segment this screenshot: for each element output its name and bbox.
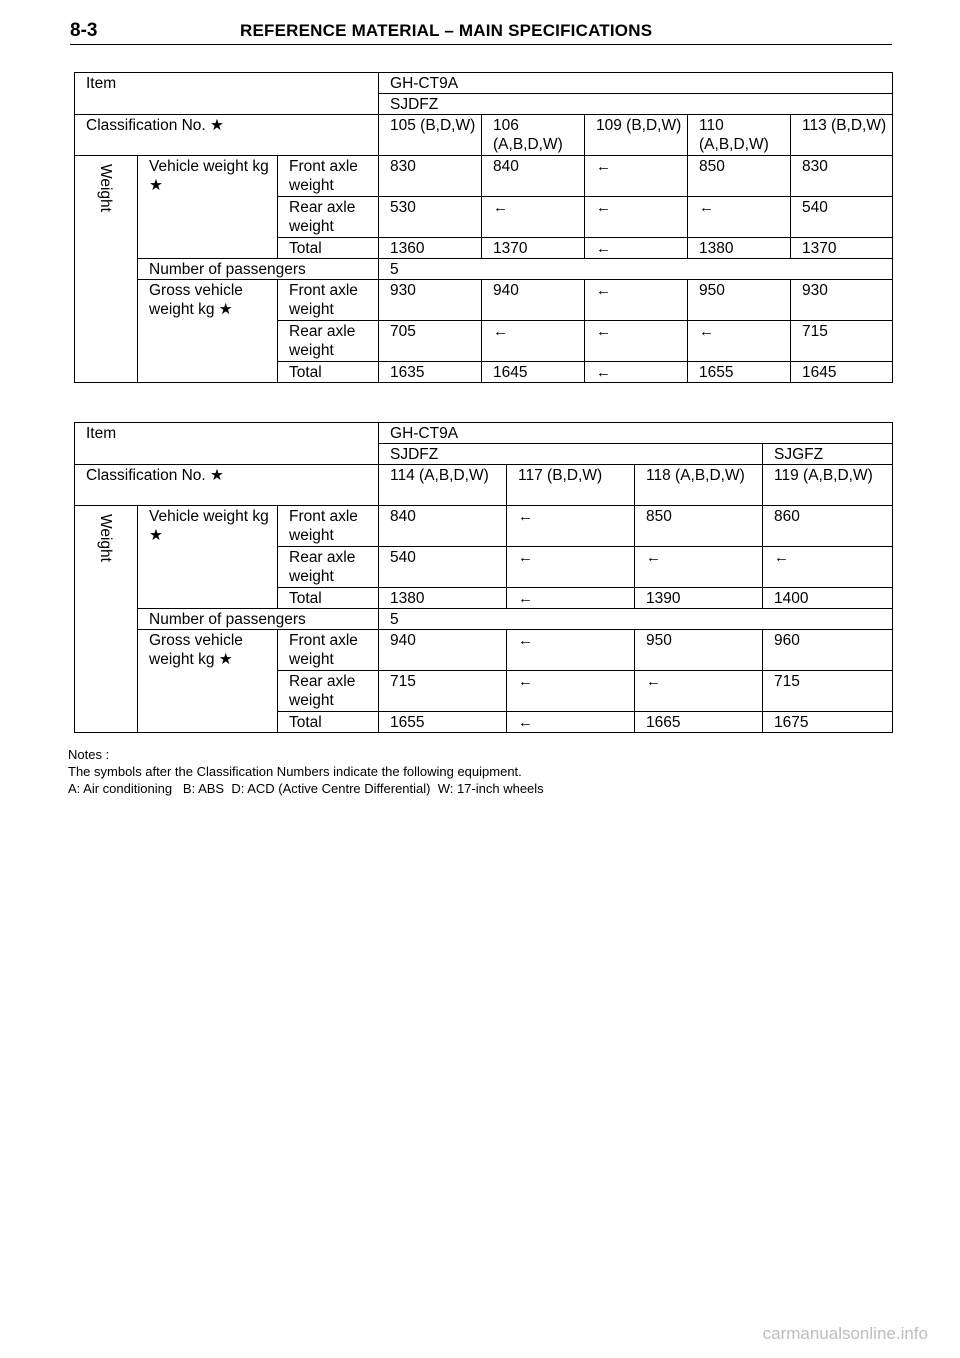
front-axle-label: Front axle weight [278, 156, 379, 197]
table-row [75, 280, 893, 321]
notes-legend: A: Air conditioning B: ABS D: ACD (Active Centre Differential) W: 17-inch wheels [68, 781, 544, 796]
item-label: Item [75, 73, 379, 115]
value-cell: 530 [379, 197, 482, 238]
item-label: Item [75, 423, 379, 465]
gross-weight-label: Gross vehicle weight kg ★ [138, 630, 278, 733]
front-axle-label: Front axle weight [278, 630, 379, 671]
classification-cell: 109 (B,D,W) [585, 115, 688, 156]
same-as-left-arrow: ← [688, 197, 791, 238]
value-cell: 850 [635, 506, 763, 547]
rear-axle-label: Rear axle weight [278, 197, 379, 238]
weight-group-cell [75, 506, 138, 733]
spec-table-1 [74, 72, 893, 383]
value-cell: 1390 [635, 588, 763, 609]
rear-axle-label: Rear axle weight [278, 547, 379, 588]
model-code: GH-CT9A [379, 423, 893, 444]
same-as-left-arrow: ← [507, 630, 635, 671]
grade-code: SJDFZ [379, 444, 763, 465]
spec-table-2 [74, 422, 893, 733]
passengers-label: Number of passengers [138, 609, 379, 630]
same-as-left-arrow: ← [763, 547, 893, 588]
value-cell: 940 [379, 630, 507, 671]
same-as-left-arrow: ← [507, 506, 635, 547]
classification-label: Classification No. ★ [75, 465, 379, 506]
weight-label: Weight [97, 164, 114, 212]
same-as-left-arrow: ← [482, 321, 585, 362]
value-cell: 1380 [688, 238, 791, 259]
same-as-left-arrow: ← [507, 547, 635, 588]
total-label: Total [278, 588, 379, 609]
classification-cell: 114 (A,B,D,W) [379, 465, 507, 506]
same-as-left-arrow: ← [507, 712, 635, 733]
classification-cell: 113 (B,D,W) [791, 115, 893, 156]
value-cell: 1655 [688, 362, 791, 383]
page-title: REFERENCE MATERIAL – MAIN SPECIFICATIONS [240, 21, 653, 40]
value-cell: 950 [635, 630, 763, 671]
table-row [75, 465, 893, 506]
table-row [75, 115, 893, 156]
value-cell: 1635 [379, 362, 482, 383]
gross-weight-label: Gross vehicle weight kg ★ [138, 280, 278, 383]
value-cell: 715 [763, 671, 893, 712]
same-as-left-arrow: ← [507, 588, 635, 609]
classification-cell: 106 (A,B,D,W) [482, 115, 585, 156]
value-cell: 1655 [379, 712, 507, 733]
same-as-left-arrow: ← [585, 321, 688, 362]
notes-heading: Notes : [68, 747, 110, 762]
same-as-left-arrow: ← [482, 197, 585, 238]
value-cell: 850 [688, 156, 791, 197]
rear-axle-label: Rear axle weight [278, 321, 379, 362]
classification-label: Classification No. ★ [75, 115, 379, 156]
value-cell: 830 [791, 156, 893, 197]
same-as-left-arrow: ← [585, 280, 688, 321]
model-code: GH-CT9A [379, 73, 893, 94]
classification-cell: 119 (A,B,D,W) [763, 465, 893, 506]
value-cell: 1370 [482, 238, 585, 259]
value-cell: 840 [482, 156, 585, 197]
same-as-left-arrow: ← [585, 362, 688, 383]
value-cell: 540 [791, 197, 893, 238]
value-cell: 715 [791, 321, 893, 362]
page-number: 8-3 [70, 20, 98, 41]
value-cell: 930 [379, 280, 482, 321]
classification-cell: 105 (B,D,W) [379, 115, 482, 156]
passengers-value: 5 [379, 259, 893, 280]
value-cell: 1645 [482, 362, 585, 383]
same-as-left-arrow: ← [585, 156, 688, 197]
table-row [75, 73, 893, 94]
value-cell: 930 [791, 280, 893, 321]
same-as-left-arrow: ← [585, 238, 688, 259]
table-row [75, 156, 893, 197]
table-row [75, 506, 893, 547]
grade-code: SJDFZ [379, 94, 893, 115]
notes-block [68, 746, 544, 797]
vehicle-weight-label: Vehicle weight kg ★ [138, 506, 278, 609]
front-axle-label: Front axle weight [278, 506, 379, 547]
value-cell: 705 [379, 321, 482, 362]
same-as-left-arrow: ← [635, 671, 763, 712]
value-cell: 1380 [379, 588, 507, 609]
value-cell: 860 [763, 506, 893, 547]
weight-group-cell [75, 156, 138, 383]
table-row [75, 630, 893, 671]
grade-code: SJGFZ [763, 444, 893, 465]
passengers-label: Number of passengers [138, 259, 379, 280]
classification-cell: 110 (A,B,D,W) [688, 115, 791, 156]
value-cell: 940 [482, 280, 585, 321]
value-cell: 1665 [635, 712, 763, 733]
watermark: carmanualsonline.info [762, 1324, 928, 1343]
value-cell: 1645 [791, 362, 893, 383]
value-cell: 1370 [791, 238, 893, 259]
passengers-value: 5 [379, 609, 893, 630]
total-label: Total [278, 712, 379, 733]
front-axle-label: Front axle weight [278, 280, 379, 321]
value-cell: 830 [379, 156, 482, 197]
weight-label: Weight [97, 514, 114, 562]
value-cell: 715 [379, 671, 507, 712]
table-row [75, 609, 893, 630]
value-cell: 1400 [763, 588, 893, 609]
total-label: Total [278, 238, 379, 259]
value-cell: 840 [379, 506, 507, 547]
page-header [70, 18, 892, 45]
value-cell: 540 [379, 547, 507, 588]
notes-line: The symbols after the Classification Numbers indicate the following equipment. [68, 764, 522, 779]
value-cell: 950 [688, 280, 791, 321]
total-label: Total [278, 362, 379, 383]
classification-cell: 117 (B,D,W) [507, 465, 635, 506]
value-cell: 1675 [763, 712, 893, 733]
value-cell: 1360 [379, 238, 482, 259]
value-cell: 960 [763, 630, 893, 671]
table-row [75, 259, 893, 280]
vehicle-weight-label: Vehicle weight kg ★ [138, 156, 278, 259]
rear-axle-label: Rear axle weight [278, 671, 379, 712]
same-as-left-arrow: ← [507, 671, 635, 712]
same-as-left-arrow: ← [688, 321, 791, 362]
table-row [75, 423, 893, 444]
classification-cell: 118 (A,B,D,W) [635, 465, 763, 506]
same-as-left-arrow: ← [585, 197, 688, 238]
same-as-left-arrow: ← [635, 547, 763, 588]
